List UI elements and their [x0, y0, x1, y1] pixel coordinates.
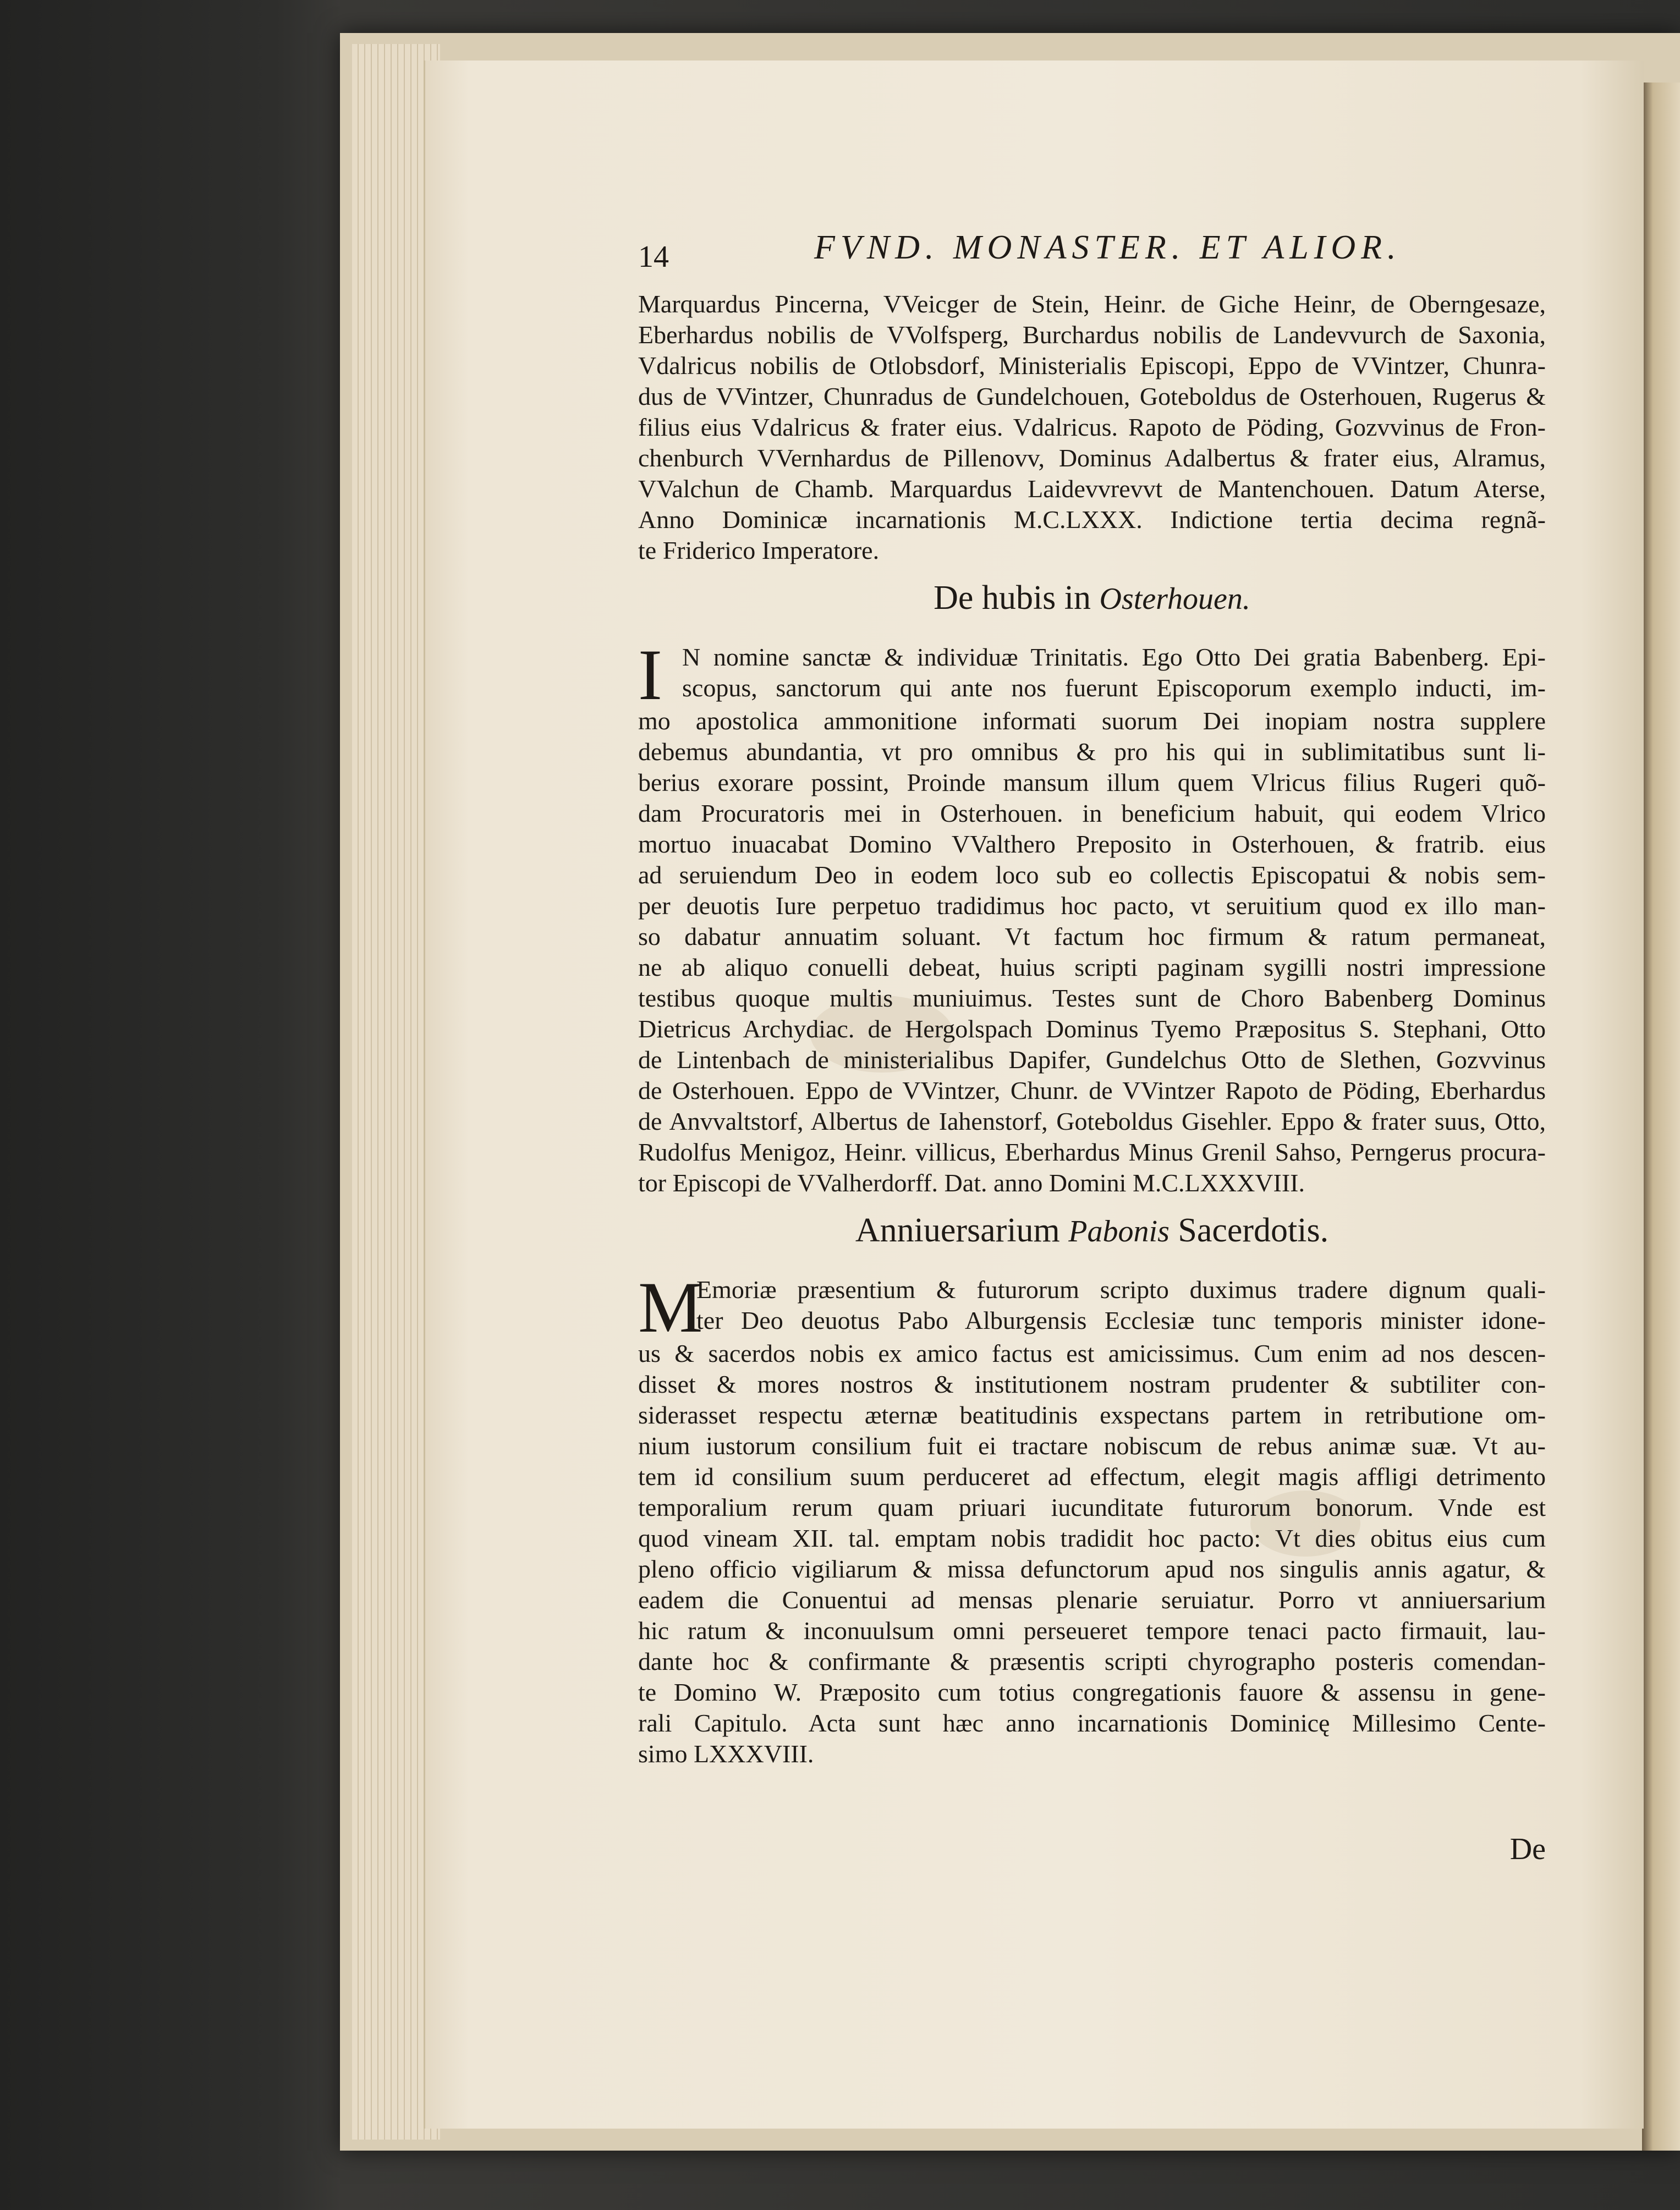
- text-line: de Osterhouen. Eppo de VVintzer, Chunr. de VVintzer Rapoto de Pöding, Eberhardus: [638, 1076, 1546, 1104]
- text-line: Vdalricus nobilis de Otlobsdorf, Ministerialis Episcopi, Eppo de VVintzer, Chunra-: [638, 351, 1546, 380]
- page-number: 14: [638, 240, 669, 274]
- text-line: nium iustorum consilium fuit ei tractare nobiscum de rebus animæ suæ. Vt au-: [638, 1432, 1546, 1460]
- section1-text: [638, 289, 1546, 566]
- heading-italic: Pabonis: [1068, 1214, 1170, 1249]
- heading-text: Anniuersarium: [855, 1212, 1060, 1249]
- text-line: dus de VVintzer, Chunradus de Gundelchouen, Goteboldus de Osterhouen, Rugerus &: [638, 382, 1546, 410]
- text-line: N nomine sanctæ & individuæ Trinitatis. Ego Otto Dei gratia Babenberg. Epi-: [682, 643, 1546, 671]
- text-line: VValchun de Chamb. Marquardus Laidevvrevvt de Mantenchouen. Datum Aterse,: [638, 475, 1546, 503]
- section2-heading: [638, 576, 1546, 620]
- text-line: dam Procuratoris mei in Osterhouen. in beneficium habuit, qui eodem Vlrico: [638, 799, 1546, 827]
- text-line: ne ab aliquo conuelli debeat, huius scripti paginam sygilli nostri impressione: [638, 953, 1546, 981]
- text-line: hic ratum & inconuulsum omni perseueret tempore tenaci pacto firmauit, lau-: [638, 1617, 1546, 1645]
- heading-text: De hubis in: [934, 579, 1091, 617]
- text-line: Dietricus Archydiac. de Hergolspach Dominus Tyemo Præpositus S. Stephani, Otto: [638, 1015, 1546, 1043]
- text-line: Marquardus Pincerna, VVeicger de Stein, Heinr. de Giche Heinr, de Oberngesaze,: [638, 290, 1546, 318]
- text-line: tor Episcopi de VValherdorff. Dat. anno Domini M.C.LXXXVIII.: [638, 1169, 1305, 1197]
- text-line: ad seruiendum Deo in eodem loco sub eo collectis Episcopatui & nobis sem-: [638, 861, 1546, 889]
- text-line: simo LXXXVIII.: [638, 1740, 814, 1768]
- text-line: rali Capitulo. Acta sunt hæc anno incarnationis Dominicę Millesimo Cente-: [638, 1709, 1546, 1737]
- text-line: siderasset respectu æternæ beatitudinis exspectans partem in retributione om-: [638, 1401, 1546, 1429]
- text-line: tem id consilium suum perduceret ad effectum, elegit magis affligi detrimento: [638, 1463, 1546, 1491]
- text-line: berius exorare possint, Proinde mansum illum quem Vlricus filius Rugeri quõ-: [638, 768, 1546, 796]
- text-line: scopus, sanctorum qui ante nos fuerunt Episcoporum exemplo inducti, im-: [682, 674, 1546, 702]
- section3-text: [638, 1267, 1546, 1769]
- text-line: te Domino W. Præposito cum totius congregationis fauore & assensu in gene-: [638, 1678, 1546, 1706]
- text-line: de Lintenbach de ministerialibus Dapifer, Gundelchus Otto de Slethen, Gozvvinus: [638, 1046, 1546, 1074]
- text-line: temporalium rerum quam priuari iucunditate futurorum bonorum. Vnde est: [638, 1493, 1546, 1521]
- page-text: [638, 228, 1546, 1866]
- text-line: disset & mores nostros & institutionem nostram prudenter & subtiliter con-: [638, 1370, 1546, 1398]
- text-line: debemus abundantia, vt pro omnibus & pro his qui in sublimitatibus sunt li-: [638, 738, 1546, 766]
- text-line: us & sacerdos nobis ex amico factus est amicissimus. Cum enim ad nos descen-: [638, 1339, 1546, 1367]
- text-line: Rudolfus Menigoz, Heinr. villicus, Eberhardus Minus Grenil Sahso, Perngerus procura-: [638, 1138, 1546, 1166]
- text-line: Eberhardus nobilis de VVolfsperg, Burchardus nobilis de Landevvurch de Saxonia,: [638, 321, 1546, 349]
- heading-tail: Sacerdotis.: [1178, 1212, 1329, 1249]
- text-line: Anno Dominicæ incarnationis M.C.LXXX. Indictione tertia decima regnã-: [638, 505, 1546, 534]
- section3-heading: [638, 1208, 1546, 1252]
- text-line: mortuo inuacabat Domino VValthero Preposito in Osterhouen, & fratrib. eius: [638, 830, 1546, 858]
- text-line: mo apostolica ammonitione informati suorum Dei inopiam nostra supplere: [638, 707, 1546, 735]
- text-line: de Anvvaltstorf, Albertus de Iahenstorf, Goteboldus Gisehler. Eppo & frater suus, Otto,: [638, 1107, 1546, 1135]
- drop-cap: I: [638, 634, 662, 715]
- running-head: [638, 228, 1546, 289]
- text-line: so dabatur annuatim soluant. Vt factum hoc firmum & ratum permaneat,: [638, 922, 1546, 950]
- section2-text: [638, 634, 1546, 1199]
- text-line: testibus quoque multis muniuimus. Testes sunt de Choro Babenberg Dominus: [638, 984, 1546, 1012]
- text-line: Emoriæ præsentium & futurorum scripto duximus tradere dignum quali-: [696, 1276, 1546, 1304]
- heading-italic: Osterhouen.: [1099, 582, 1250, 616]
- text-line: filius eius Vdalricus & frater eius. Vdalricus. Rapoto de Pöding, Gozvvinus de Fron-: [638, 413, 1546, 441]
- text-line: quod vineam XII. tal. emptam nobis tradidit hoc pacto: Vt dies obitus eius cum: [638, 1524, 1546, 1552]
- text-line: eadem die Conuentui ad mensas plenarie seruiatur. Porro vt anniuersarium: [638, 1586, 1546, 1614]
- facing-page-edge: [1642, 83, 1680, 2151]
- running-title: FVND. MONASTER. ET ALIOR.: [814, 229, 1402, 266]
- text-line: per deuotis Iure perpetuo tradidimus hoc pacto, vt seruitium quod ex illo man-: [638, 892, 1546, 920]
- text-line: te Friderico Imperatore.: [638, 536, 880, 564]
- drop-cap: M: [638, 1267, 703, 1348]
- catchword: De: [1509, 1832, 1546, 1866]
- text-line: chenburch VVernhardus de Pillenovv, Dominus Adalbertus & frater eius, Alramus,: [638, 444, 1546, 472]
- text-line: dante hoc & confirmante & præsentis scripti chyrographo posteris comendan-: [638, 1647, 1546, 1675]
- text-line: ter Deo deuotus Pabo Alburgensis Ecclesiæ tunc temporis minister idone-: [696, 1306, 1546, 1334]
- text-line: pleno officio vigiliarum & missa defunctorum apud nos singulis annis agatur, &: [638, 1555, 1546, 1583]
